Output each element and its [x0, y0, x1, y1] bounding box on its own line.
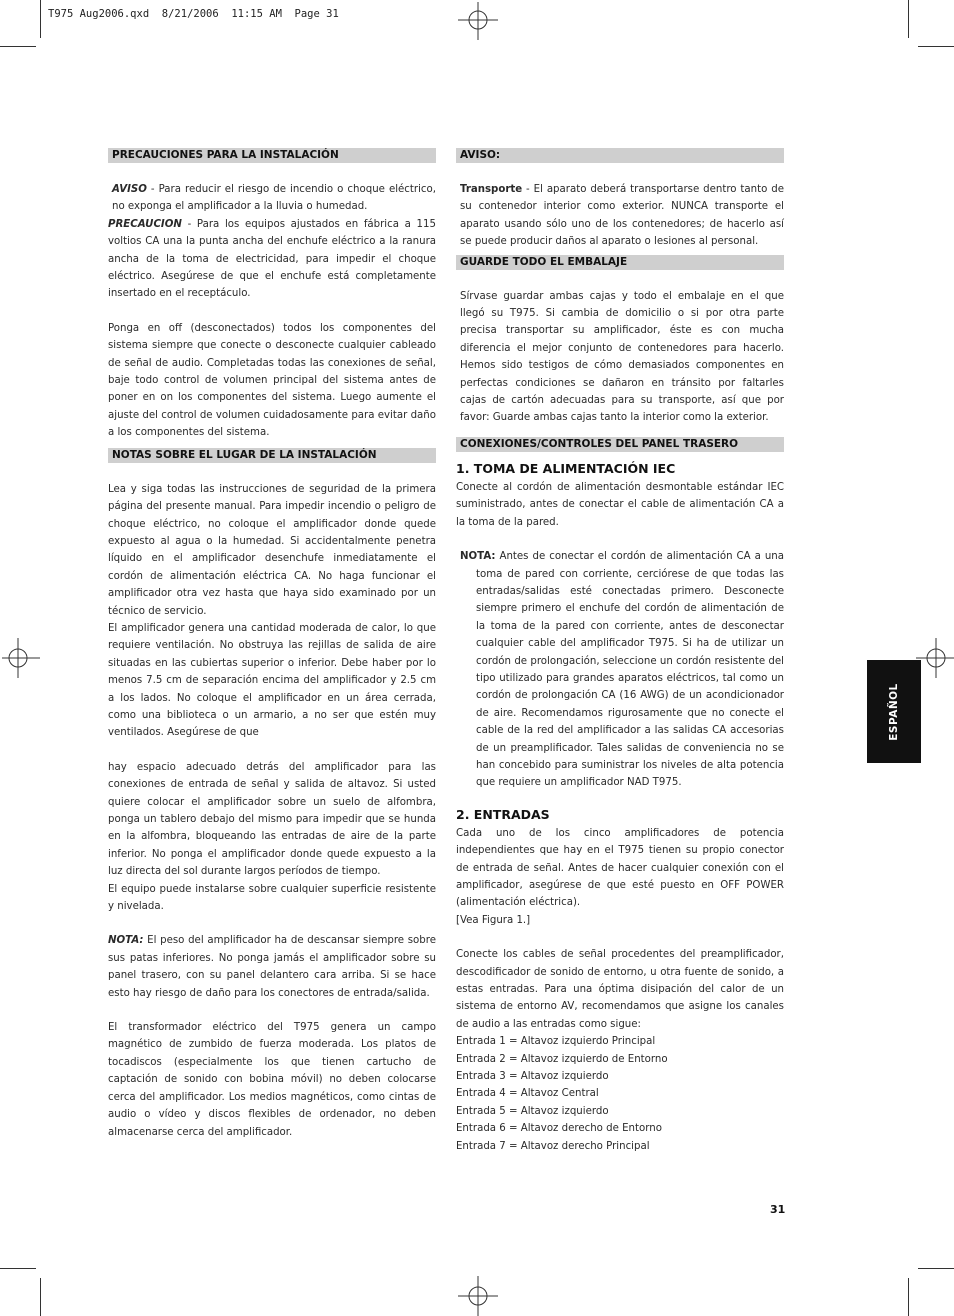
paragraph-calor: El amplificador genera una cantidad moderada de calor, lo que requiere ventilación. No obstruya las rejillas de salida de aire situadas en las cubiertas superior o inferior. Debe haber por lo menos 7.5 cm de separación encima del amplificador y 2.5 cm a los lados. No coloque el amplificador en un área cerrada, como una biblioteca o un armario, a no ser que estén muy ventilados. Asegúrese de que — [108, 622, 436, 739]
right-column — [456, 148, 784, 1155]
nota-text-left: El peso del amplificador ha de descansar siempre sobre sus patas inferiores. No ponga jamás el amplificador sobre su panel trasero, con su panel delantero cara arriba. Si se hace esto hay riesgo de daño para los conectores de entrada/salida. — [108, 935, 436, 999]
language-tab — [867, 660, 921, 763]
paragraph-guarde: Sírvase guardar ambas cajas y todo el embalaje en el que llegó su T975. Si cambia de domicilio o si por otra parte precisa transportar su amplificador, éste es con mucha diferencia el mejor conjunto de contenedores para hacerlo. Hemos sido testigos de cómo demasiados componentes en perfectas condiciones se dañaron en tránsito por faltarles cajas de cartón adecuadas para su transporte, así que por favor: Guarde ambas cajas tanto la interior como la exterior. — [460, 290, 784, 424]
crop-mark-top-left-h — [0, 46, 36, 47]
list-item: Entrada 3 = Altavoz izquierdo — [456, 1071, 609, 1083]
list-item: Entrada 6 = Altavoz derecho de Entorno — [456, 1123, 662, 1135]
paragraph-figura-ref: [Vea Figura 1.] — [456, 914, 531, 926]
paragraph-hay-espacio: hay espacio adecuado detrás del amplificador para las conexiones de entrada de señal y salida de altavoz. Si usted quiere colocar el amplificador sobre un suelo de alfombra, ponga un tablero debajo del mismo para impedir que se hunda en la alfombra, bloqueando las entradas de aire de la parte inferior. No ponga el amplificador donde quede expuesto a la luz directa del sol durante largos períodos de tiempo. — [108, 761, 436, 878]
nota-label-right: NOTA: — [460, 551, 496, 563]
input-assignment-list — [456, 1033, 784, 1155]
paragraph-toma: Conecte al cordón de alimentación desmontable estándar IEC suministrado, antes de conectar el cable de alimentación CA a la toma de la pared. — [456, 481, 784, 528]
heading-aviso: AVISO: — [456, 148, 784, 163]
heading-conexiones: CONEXIONES/CONTROLES DEL PANEL TRASERO — [456, 437, 784, 452]
paragraph-ponga-off: Ponga en off (desconectados) todos los componentes del sistema siempre que conecte o desconecte cualquier cableado de señal de audio. Completadas todas las conexiones de señal, baje todo control de volumen principal del sistema antes de poner en on los componentes del sistema. Luego aumente el ajuste del control de volumen cuidadosamente para evitar daño a los componentes del sistema. — [108, 322, 436, 439]
nota-paragraph-right — [456, 548, 784, 792]
aviso-paragraph — [108, 181, 436, 216]
precaucion-label: PRECAUCION — [108, 218, 182, 230]
list-item: Entrada 4 = Altavoz Central — [456, 1088, 599, 1100]
aviso-text: - Para reducir el riesgo de incendio o choque eléctrico, no exponga el amplificador a la lluvia o humedad. — [112, 184, 436, 213]
list-item: Entrada 5 = Altavoz izquierdo — [456, 1105, 609, 1117]
registration-mark-top — [456, 2, 500, 42]
registration-mark-left — [2, 636, 42, 680]
nota-paragraph-left — [108, 932, 436, 1002]
precaucion-text: - Para los equipos ajustados en fábrica a 115 voltios CA una la punta ancha del enchufe eléctrico a la ranura ancha de la toma de electricidad, para impedir el choque eléctrico. Asegúrese de que el enchufe está completamente insertado en el receptáculo. — [108, 218, 436, 300]
registration-mark-bottom — [456, 1276, 500, 1316]
left-column — [108, 148, 436, 1141]
section-title-toma: 1. TOMA DE ALIMENTACIÓN IEC — [456, 460, 676, 476]
precaucion-paragraph — [108, 216, 436, 303]
crop-mark-top-left-v — [40, 0, 41, 38]
nota-text-right: Antes de conectar el cordón de alimentación CA a una toma de pared con corriente, cerciórese de que todas las entradas/salidas esté conectadas primero. Desconecte siempre primero el enchufe del cordón de alimentación de la toma de la pared con corriente, antes de desconectar cualquier cable del amplificador T975. Si ha de utilizar un cordón de prolongación, seleccione un cordón resistente del tipo utilizado para grandes aparatos eléctricos, tal como un cordón de prolongación CA (16 AWG) de un acondicionador de aire. Recomendamos rigurosamente que no conecte el cable de la red del amplificador a las salidas CA accesorias de un preamplificador. Tales salidas de conveniencia no se han concebido para suministrar los niveles de alta potencia que requiere un amplificador NAD T975. — [476, 551, 784, 789]
transporte-paragraph — [456, 181, 784, 251]
list-item: Entrada 2 = Altavoz izquierdo de Entorno — [456, 1053, 668, 1065]
aviso-label: AVISO — [112, 184, 147, 195]
crop-mark-top-right-v — [908, 0, 909, 38]
print-slug: T975 Aug2006.qxd 8/21/2006 11:15 AM Page 31 — [48, 8, 339, 20]
heading-precauciones: PRECAUCIONES PARA LA INSTALACIÓN — [108, 148, 436, 163]
crop-mark-bottom-right-v — [908, 1278, 909, 1316]
crop-mark-bottom-left-v — [40, 1278, 41, 1316]
nota-label-left: NOTA: — [108, 935, 144, 947]
paragraph-conecte: Conecte los cables de señal procedentes del preamplificador, descodificador de sonido de entorno, u otra fuente de sonido, a estas entradas. Para una óptima disipación del calor de un sistema de entorno AV, recomendamos que asigne los canales de audio a las entradas como sigue: — [456, 949, 784, 1030]
language-tab-label: ESPAÑOL — [888, 682, 900, 741]
paragraph-lea: Lea y siga todas las instrucciones de seguridad de la primera página del presente manual. Para impedir incendio o peligro de choque eléctrico, no coloque el amplificador donde quede expuesto al agua o la humedad. Si accidentalmente penetra líquido en el amplificador desenchufe inmediatamente el cordón de alimentación eléctrica CA. No haga funcionar el amplificador otra vez hasta que haya sido examinado por un técnico de servicio. — [108, 483, 436, 617]
paragraph-entradas: Cada uno de los cinco amplificadores de potencia independientes que hay en el T975 tienen su propio conector de entrada de señal. Antes de hacer cualquier conexión con el amplificador, asegúrese de que esté puesto en OFF POWER (alimentación eléctrica). — [456, 827, 784, 909]
list-item: Entrada 1 = Altavoz izquierdo Principal — [456, 1036, 656, 1048]
crop-mark-top-right-h — [918, 46, 954, 47]
paragraph-equipo: El equipo puede instalarse sobre cualquier superficie resistente y nivelada. — [108, 883, 436, 913]
crop-mark-bottom-right-h — [918, 1268, 954, 1269]
heading-notas-lugar: NOTAS SOBRE EL LUGAR DE LA INSTALACIÓN — [108, 448, 436, 463]
paragraph-transformador: El transformador eléctrico del T975 genera un campo magnético de zumbido de fuerza moderada. Los platos de tocadiscos (especialmente los que tienen cartucho de captación de sonido con bobina móvil) no deben colocarse cerca del amplificador. Los medios magnéticos, como cintas de audio o vídeo y discos flexibles de ordenador, no deben almacenarse cerca del amplificador. — [108, 1022, 436, 1138]
list-item: Entrada 7 = Altavoz derecho Principal — [456, 1140, 650, 1152]
heading-guarde-embalaje: GUARDE TODO EL EMBALAJE — [456, 255, 784, 270]
crop-mark-bottom-left-h — [0, 1268, 36, 1269]
page-number: 31 — [770, 1203, 786, 1216]
transporte-text: - El aparato deberá transportarse dentro tanto de su contenedor interior como exterior. NUNCA transporte el aparato usando sólo uno de los contenedores; de hacerlo así se puede producir daños al aparato o lesiones al personal. — [460, 184, 784, 248]
transporte-label: Transporte — [460, 184, 523, 195]
section-title-entradas: 2. ENTRADAS — [456, 806, 550, 822]
